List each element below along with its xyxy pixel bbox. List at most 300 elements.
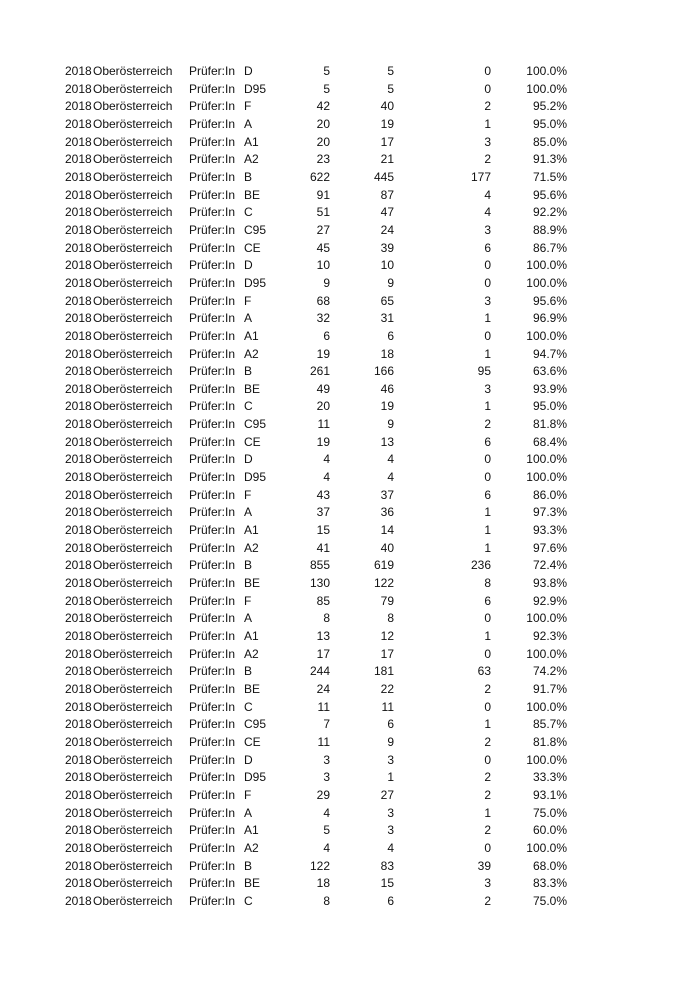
pass-rate-cell: 68.4% — [532, 434, 567, 449]
year-cell: 2018 — [65, 293, 92, 308]
license-class-cell: F — [244, 593, 252, 608]
region-cell: Oberösterreich — [93, 681, 173, 696]
failed-cell: 1 — [484, 540, 491, 555]
year-cell: 2018 — [65, 805, 92, 820]
year-cell: 2018 — [65, 629, 92, 643]
total-cell: 3 — [323, 770, 330, 785]
failed-cell: 6 — [484, 434, 491, 449]
table-row — [0, 257, 700, 275]
table-row — [0, 646, 700, 664]
total-cell: 23 — [316, 152, 330, 167]
total-cell: 43 — [316, 487, 330, 502]
region-cell: Oberösterreich — [93, 576, 173, 591]
year-cell: 2018 — [65, 187, 92, 202]
license-class-cell: A2 — [244, 152, 259, 167]
table-row — [0, 398, 700, 416]
failed-cell: 2 — [484, 823, 491, 838]
pass-rate-cell: 100.0% — [526, 646, 567, 661]
license-class-cell: A2 — [244, 346, 259, 361]
failed-cell: 3 — [484, 293, 491, 308]
total-cell: 37 — [316, 505, 330, 520]
failed-cell: 2 — [484, 681, 491, 696]
year-cell: 2018 — [65, 81, 92, 96]
year-cell: 2018 — [65, 840, 92, 855]
region-cell: Oberösterreich — [93, 205, 173, 220]
pass-rate-cell: 75.0% — [532, 893, 567, 908]
passed-cell: 3 — [387, 752, 394, 767]
license-class-cell: D95 — [244, 770, 267, 785]
role-cell: Prüfer:In — [189, 81, 236, 96]
year-cell: 2018 — [65, 470, 92, 485]
year-cell: 2018 — [65, 64, 92, 78]
table-row — [0, 858, 700, 876]
license-class-cell: CE — [244, 734, 261, 749]
failed-cell: 4 — [484, 187, 491, 202]
pass-rate-cell: 81.8% — [532, 417, 567, 432]
region-cell: Oberösterreich — [93, 805, 173, 820]
region-cell: Oberösterreich — [93, 222, 173, 237]
year-cell: 2018 — [65, 434, 92, 449]
total-cell: 51 — [316, 205, 330, 220]
role-cell: Prüfer:In — [189, 487, 236, 502]
passed-cell: 6 — [387, 328, 394, 343]
failed-cell: 0 — [484, 328, 491, 343]
pass-rate-cell: 100.0% — [526, 64, 567, 78]
year-cell: 2018 — [65, 558, 92, 573]
failed-cell: 6 — [484, 593, 491, 608]
year-cell: 2018 — [65, 381, 92, 396]
role-cell: Prüfer:In — [189, 169, 236, 184]
total-cell: 10 — [316, 258, 330, 273]
region-cell: Oberösterreich — [93, 293, 173, 308]
license-class-cell: A — [244, 505, 253, 520]
role-cell: Prüfer:In — [189, 434, 236, 449]
region-cell: Oberösterreich — [93, 505, 173, 520]
role-cell: Prüfer:In — [189, 205, 236, 220]
role-cell: Prüfer:In — [189, 99, 236, 114]
year-cell: 2018 — [65, 505, 92, 520]
role-cell: Prüfer:In — [189, 664, 236, 679]
role-cell: Prüfer:In — [189, 275, 236, 290]
license-class-cell: A1 — [244, 629, 259, 643]
license-class-cell: D — [244, 752, 253, 767]
passed-cell: 83 — [380, 858, 394, 873]
total-cell: 244 — [309, 664, 330, 679]
region-cell: Oberösterreich — [93, 187, 173, 202]
pass-rate-cell: 93.8% — [532, 576, 567, 591]
failed-cell: 0 — [484, 258, 491, 273]
region-cell: Oberösterreich — [93, 523, 173, 538]
license-class-cell: C — [244, 699, 253, 714]
table-row — [0, 734, 700, 752]
total-cell: 11 — [317, 699, 330, 714]
year-cell: 2018 — [65, 787, 92, 802]
passed-cell: 1 — [387, 770, 394, 785]
passed-cell: 27 — [380, 787, 394, 802]
table-row — [0, 575, 700, 593]
region-cell: Oberösterreich — [93, 858, 173, 873]
total-cell: 18 — [316, 876, 330, 891]
total-cell: 24 — [316, 681, 330, 696]
role-cell: Prüfer:In — [189, 699, 236, 714]
role-cell: Prüfer:In — [189, 787, 236, 802]
role-cell: Prüfer:In — [189, 187, 236, 202]
passed-cell: 10 — [380, 258, 394, 273]
failed-cell: 2 — [484, 734, 491, 749]
table-row — [0, 716, 700, 734]
failed-cell: 2 — [484, 787, 491, 802]
license-class-cell: C95 — [244, 717, 267, 732]
year-cell: 2018 — [65, 823, 92, 838]
role-cell: Prüfer:In — [189, 452, 236, 467]
failed-cell: 0 — [484, 64, 491, 78]
table-row — [0, 451, 700, 469]
role-cell: Prüfer:In — [189, 876, 236, 891]
license-class-cell: A2 — [244, 540, 259, 555]
passed-cell: 166 — [373, 364, 394, 379]
role-cell: Prüfer:In — [189, 540, 236, 555]
pass-rate-cell: 96.9% — [532, 311, 567, 326]
table-row — [0, 81, 700, 99]
total-cell: 19 — [316, 346, 330, 361]
table-row — [0, 293, 700, 311]
failed-cell: 0 — [484, 752, 491, 767]
year-cell: 2018 — [65, 487, 92, 502]
pass-rate-cell: 60.0% — [532, 823, 567, 838]
region-cell: Oberösterreich — [93, 364, 173, 379]
passed-cell: 22 — [380, 681, 394, 696]
table-row — [0, 169, 700, 187]
total-cell: 130 — [309, 576, 330, 591]
table-row — [0, 663, 700, 681]
region-cell: Oberösterreich — [93, 328, 173, 343]
table-row — [0, 752, 700, 770]
total-cell: 49 — [316, 381, 330, 396]
pass-rate-cell: 92.3% — [532, 629, 567, 643]
pass-rate-cell: 95.0% — [532, 399, 567, 414]
role-cell: Prüfer:In — [189, 116, 236, 131]
passed-cell: 65 — [380, 293, 394, 308]
passed-cell: 19 — [380, 399, 394, 414]
passed-cell: 37 — [380, 487, 394, 502]
table-row — [0, 151, 700, 169]
region-cell: Oberösterreich — [93, 169, 173, 184]
year-cell: 2018 — [65, 858, 92, 873]
role-cell: Prüfer:In — [189, 134, 236, 149]
license-class-cell: BE — [244, 576, 261, 591]
pass-rate-cell: 83.3% — [532, 876, 567, 891]
total-cell: 7 — [323, 717, 330, 732]
role-cell: Prüfer:In — [189, 893, 236, 908]
region-cell: Oberösterreich — [93, 417, 173, 432]
table-row — [0, 487, 700, 505]
pass-rate-cell: 74.2% — [532, 664, 567, 679]
pass-rate-cell: 68.0% — [532, 858, 567, 873]
total-cell: 13 — [316, 629, 330, 643]
failed-cell: 0 — [484, 840, 491, 855]
passed-cell: 9 — [387, 734, 394, 749]
license-class-cell: A2 — [244, 646, 259, 661]
region-cell: Oberösterreich — [93, 258, 173, 273]
failed-cell: 2 — [484, 893, 491, 908]
passed-cell: 3 — [387, 823, 394, 838]
passed-cell: 21 — [380, 152, 394, 167]
pass-rate-cell: 88.9% — [532, 222, 567, 237]
pass-rate-cell: 100.0% — [526, 328, 567, 343]
year-cell: 2018 — [65, 346, 92, 361]
license-class-cell: D — [244, 64, 253, 78]
pass-rate-cell: 93.1% — [532, 787, 567, 802]
total-cell: 32 — [316, 311, 330, 326]
total-cell: 9 — [323, 275, 330, 290]
passed-cell: 3 — [387, 805, 394, 820]
region-cell: Oberösterreich — [93, 275, 173, 290]
license-class-cell: A1 — [244, 523, 259, 538]
role-cell: Prüfer:In — [189, 840, 236, 855]
total-cell: 85 — [316, 593, 330, 608]
pass-rate-cell: 85.7% — [532, 717, 567, 732]
failed-cell: 2 — [484, 99, 491, 114]
passed-cell: 18 — [380, 346, 394, 361]
region-cell: Oberösterreich — [93, 152, 173, 167]
table-row — [0, 363, 700, 381]
year-cell: 2018 — [65, 576, 92, 591]
pass-rate-cell: 93.3% — [532, 523, 567, 538]
license-class-cell: B — [244, 664, 253, 679]
role-cell: Prüfer:In — [189, 505, 236, 520]
region-cell: Oberösterreich — [93, 558, 173, 573]
role-cell: Prüfer:In — [189, 64, 236, 78]
pass-rate-cell: 95.0% — [532, 116, 567, 131]
license-class-cell: B — [244, 558, 253, 573]
failed-cell: 2 — [484, 770, 491, 785]
region-cell: Oberösterreich — [93, 734, 173, 749]
pass-rate-cell: 63.6% — [532, 364, 567, 379]
year-cell: 2018 — [65, 770, 92, 785]
pass-rate-cell: 95.6% — [532, 187, 567, 202]
total-cell: 855 — [309, 558, 330, 573]
passed-cell: 24 — [380, 222, 394, 237]
region-cell: Oberösterreich — [93, 381, 173, 396]
role-cell: Prüfer:In — [189, 258, 236, 273]
license-class-cell: D95 — [244, 81, 267, 96]
total-cell: 91 — [316, 187, 330, 202]
failed-cell: 2 — [484, 152, 491, 167]
passed-cell: 13 — [380, 434, 394, 449]
pass-rate-cell: 92.2% — [532, 205, 567, 220]
role-cell: Prüfer:In — [189, 717, 236, 732]
table-row — [0, 310, 700, 328]
table-row — [0, 681, 700, 699]
passed-cell: 5 — [387, 64, 394, 78]
license-class-cell: BE — [244, 381, 261, 396]
year-cell: 2018 — [65, 222, 92, 237]
year-cell: 2018 — [65, 134, 92, 149]
failed-cell: 4 — [484, 205, 491, 220]
license-class-cell: BE — [244, 876, 261, 891]
pass-rate-cell: 81.8% — [532, 734, 567, 749]
total-cell: 20 — [316, 116, 330, 131]
pass-rate-cell: 100.0% — [526, 840, 567, 855]
failed-cell: 39 — [477, 858, 491, 873]
table-row — [0, 63, 700, 81]
year-cell: 2018 — [65, 240, 92, 255]
pass-rate-cell: 94.7% — [532, 346, 567, 361]
year-cell: 2018 — [65, 311, 92, 326]
region-cell: Oberösterreich — [93, 346, 173, 361]
license-class-cell: A2 — [244, 840, 259, 855]
region-cell: Oberösterreich — [93, 611, 173, 626]
passed-cell: 619 — [373, 558, 394, 573]
year-cell: 2018 — [65, 664, 92, 679]
failed-cell: 0 — [484, 470, 491, 485]
pass-rate-cell: 100.0% — [526, 611, 567, 626]
region-cell: Oberösterreich — [93, 752, 173, 767]
year-cell: 2018 — [65, 364, 92, 379]
passed-cell: 87 — [380, 187, 394, 202]
passed-cell: 14 — [380, 523, 394, 538]
license-class-cell: BE — [244, 187, 261, 202]
pass-rate-cell: 72.4% — [532, 558, 567, 573]
year-cell: 2018 — [65, 258, 92, 273]
pass-rate-cell: 93.9% — [532, 381, 567, 396]
total-cell: 4 — [323, 452, 330, 467]
license-class-cell: D95 — [244, 275, 267, 290]
role-cell: Prüfer:In — [189, 558, 236, 573]
role-cell: Prüfer:In — [189, 770, 236, 785]
license-class-cell: D — [244, 258, 253, 273]
region-cell: Oberösterreich — [93, 64, 173, 78]
year-cell: 2018 — [65, 328, 92, 343]
failed-cell: 177 — [470, 169, 491, 184]
year-cell: 2018 — [65, 646, 92, 661]
pass-rate-cell: 100.0% — [526, 452, 567, 467]
role-cell: Prüfer:In — [189, 399, 236, 414]
table-row — [0, 557, 700, 575]
pass-rate-cell: 75.0% — [532, 805, 567, 820]
failed-cell: 1 — [484, 399, 491, 414]
passed-cell: 8 — [387, 611, 394, 626]
year-cell: 2018 — [65, 205, 92, 220]
passed-cell: 445 — [373, 169, 394, 184]
role-cell: Prüfer:In — [189, 152, 236, 167]
total-cell: 4 — [323, 805, 330, 820]
role-cell: Prüfer:In — [189, 646, 236, 661]
total-cell: 8 — [323, 893, 330, 908]
region-cell: Oberösterreich — [93, 311, 173, 326]
table-row — [0, 469, 700, 487]
table-row — [0, 275, 700, 293]
total-cell: 17 — [316, 646, 330, 661]
license-class-cell: A — [244, 611, 253, 626]
region-cell: Oberösterreich — [93, 787, 173, 802]
failed-cell: 6 — [484, 487, 491, 502]
passed-cell: 17 — [380, 134, 394, 149]
passed-cell: 15 — [380, 876, 394, 891]
license-class-cell: C — [244, 205, 253, 220]
role-cell: Prüfer:In — [189, 240, 236, 255]
license-class-cell: BE — [244, 681, 261, 696]
table-row — [0, 628, 700, 646]
license-class-cell: B — [244, 364, 253, 379]
license-class-cell: D — [244, 452, 253, 467]
pass-rate-cell: 97.6% — [532, 540, 567, 555]
failed-cell: 2 — [484, 417, 491, 432]
failed-cell: 0 — [484, 699, 491, 714]
passed-cell: 4 — [387, 452, 394, 467]
license-class-cell: A — [244, 311, 253, 326]
year-cell: 2018 — [65, 876, 92, 891]
total-cell: 4 — [323, 470, 330, 485]
table-row — [0, 204, 700, 222]
pass-rate-cell: 33.3% — [532, 770, 567, 785]
license-class-cell: A — [244, 805, 253, 820]
region-cell: Oberösterreich — [93, 664, 173, 679]
year-cell: 2018 — [65, 593, 92, 608]
total-cell: 41 — [316, 540, 330, 555]
passed-cell: 6 — [387, 893, 394, 908]
region-cell: Oberösterreich — [93, 646, 173, 661]
role-cell: Prüfer:In — [189, 681, 236, 696]
year-cell: 2018 — [65, 681, 92, 696]
total-cell: 11 — [317, 417, 330, 432]
pass-rate-cell: 85.0% — [532, 134, 567, 149]
pass-rate-cell: 100.0% — [526, 275, 567, 290]
passed-cell: 46 — [380, 381, 394, 396]
table-row — [0, 116, 700, 134]
license-class-cell: F — [244, 293, 252, 308]
region-cell: Oberösterreich — [93, 470, 173, 485]
license-class-cell: C95 — [244, 417, 267, 432]
passed-cell: 17 — [380, 646, 394, 661]
region-cell: Oberösterreich — [93, 699, 173, 714]
passed-cell: 122 — [373, 576, 394, 591]
role-cell: Prüfer:In — [189, 805, 236, 820]
year-cell: 2018 — [65, 452, 92, 467]
passed-cell: 19 — [380, 116, 394, 131]
failed-cell: 0 — [484, 81, 491, 96]
pass-rate-cell: 100.0% — [526, 699, 567, 714]
pass-rate-cell: 100.0% — [526, 752, 567, 767]
passed-cell: 12 — [380, 629, 394, 643]
pass-rate-cell: 71.5% — [532, 169, 567, 184]
region-cell: Oberösterreich — [93, 399, 173, 414]
year-cell: 2018 — [65, 99, 92, 114]
failed-cell: 0 — [484, 646, 491, 661]
passed-cell: 31 — [380, 311, 394, 326]
year-cell: 2018 — [65, 417, 92, 432]
year-cell: 2018 — [65, 169, 92, 184]
failed-cell: 236 — [470, 558, 491, 573]
region-cell: Oberösterreich — [93, 629, 173, 643]
table-row — [0, 893, 700, 911]
passed-cell: 181 — [373, 664, 394, 679]
total-cell: 4 — [323, 840, 330, 855]
passed-cell: 47 — [380, 205, 394, 220]
total-cell: 27 — [316, 222, 330, 237]
total-cell: 42 — [316, 99, 330, 114]
failed-cell: 1 — [484, 629, 491, 643]
region-cell: Oberösterreich — [93, 116, 173, 131]
license-class-cell: F — [244, 787, 252, 802]
table-row — [0, 134, 700, 152]
role-cell: Prüfer:In — [189, 328, 236, 343]
role-cell: Prüfer:In — [189, 311, 236, 326]
passed-cell: 4 — [387, 470, 394, 485]
year-cell: 2018 — [65, 699, 92, 714]
year-cell: 2018 — [65, 116, 92, 131]
total-cell: 261 — [309, 364, 330, 379]
